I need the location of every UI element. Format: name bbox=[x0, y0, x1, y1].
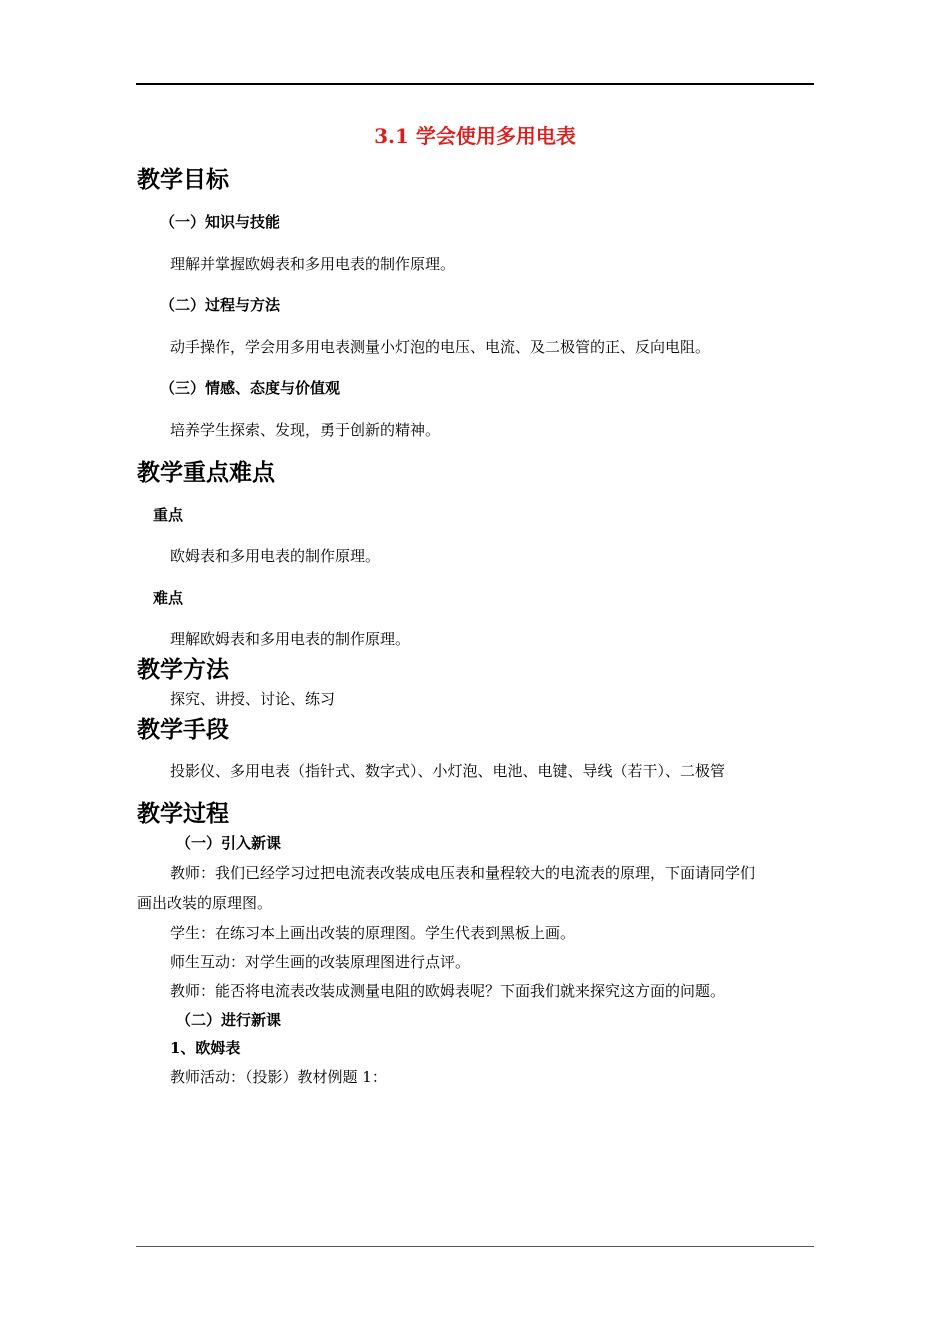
paragraph-student: 学生：在练习本上画出改装的原理图。学生代表到黑板上画。 bbox=[170, 924, 576, 942]
header-rule bbox=[136, 83, 814, 85]
footer-rule bbox=[136, 1246, 814, 1247]
paragraph-teacher-activity: 教师活动：（投影）教材例题 1： bbox=[170, 1068, 387, 1086]
subheading-focus: 重点 bbox=[153, 506, 184, 524]
subheading-difficulty: 难点 bbox=[153, 589, 184, 607]
subheading-knowledge: （一）知识与技能 bbox=[160, 213, 281, 231]
text-means: 投影仪、多用电表（指针式、数字式）、小灯泡、电池、电键、导线（若干）、二极管 bbox=[170, 762, 726, 780]
text-process-method: 动手操作，学会用多用电表测量小灯泡的电压、电流、及二极管的正、反向电阻。 bbox=[170, 338, 711, 356]
heading-objectives: 教学目标 bbox=[137, 166, 229, 193]
subheading-process-method: （二）过程与方法 bbox=[160, 296, 281, 314]
heading-key-points: 教学重点难点 bbox=[137, 459, 275, 486]
subheading-attitude: （三）情感、态度与价值观 bbox=[160, 379, 341, 397]
document-title: 3.1 学会使用多用电表 bbox=[374, 124, 576, 148]
subheading-ohmmeter: 1、欧姆表 bbox=[170, 1039, 241, 1057]
paragraph-teacher-1: 教师：我们已经学习过把电流表改装成电压表和量程较大的电流表的原理，下面请同学们 bbox=[170, 864, 756, 882]
text-difficulty: 理解欧姆表和多用电表的制作原理。 bbox=[170, 630, 411, 648]
text-methods: 探究、讲授、讨论、练习 bbox=[170, 690, 336, 708]
text-knowledge: 理解并掌握欧姆表和多用电表的制作原理。 bbox=[170, 255, 456, 273]
paragraph-interaction: 师生互动：对学生画的改装原理图进行点评。 bbox=[170, 953, 471, 971]
text-attitude: 培养学生探索、发现，勇于创新的精神。 bbox=[170, 421, 441, 439]
text-focus: 欧姆表和多用电表的制作原理。 bbox=[170, 547, 381, 565]
subheading-intro: （一）引入新课 bbox=[176, 834, 282, 852]
heading-process: 教学过程 bbox=[137, 800, 229, 827]
paragraph-teacher-1-cont: 画出改装的原理图。 bbox=[137, 894, 273, 912]
paragraph-teacher-2: 教师：能否将电流表改装成测量电阻的欧姆表呢？下面我们就来探究这方面的问题。 bbox=[170, 982, 726, 1000]
heading-methods: 教学方法 bbox=[137, 656, 229, 683]
subheading-new-lesson: （二）进行新课 bbox=[176, 1011, 282, 1029]
heading-means: 教学手段 bbox=[137, 716, 229, 743]
